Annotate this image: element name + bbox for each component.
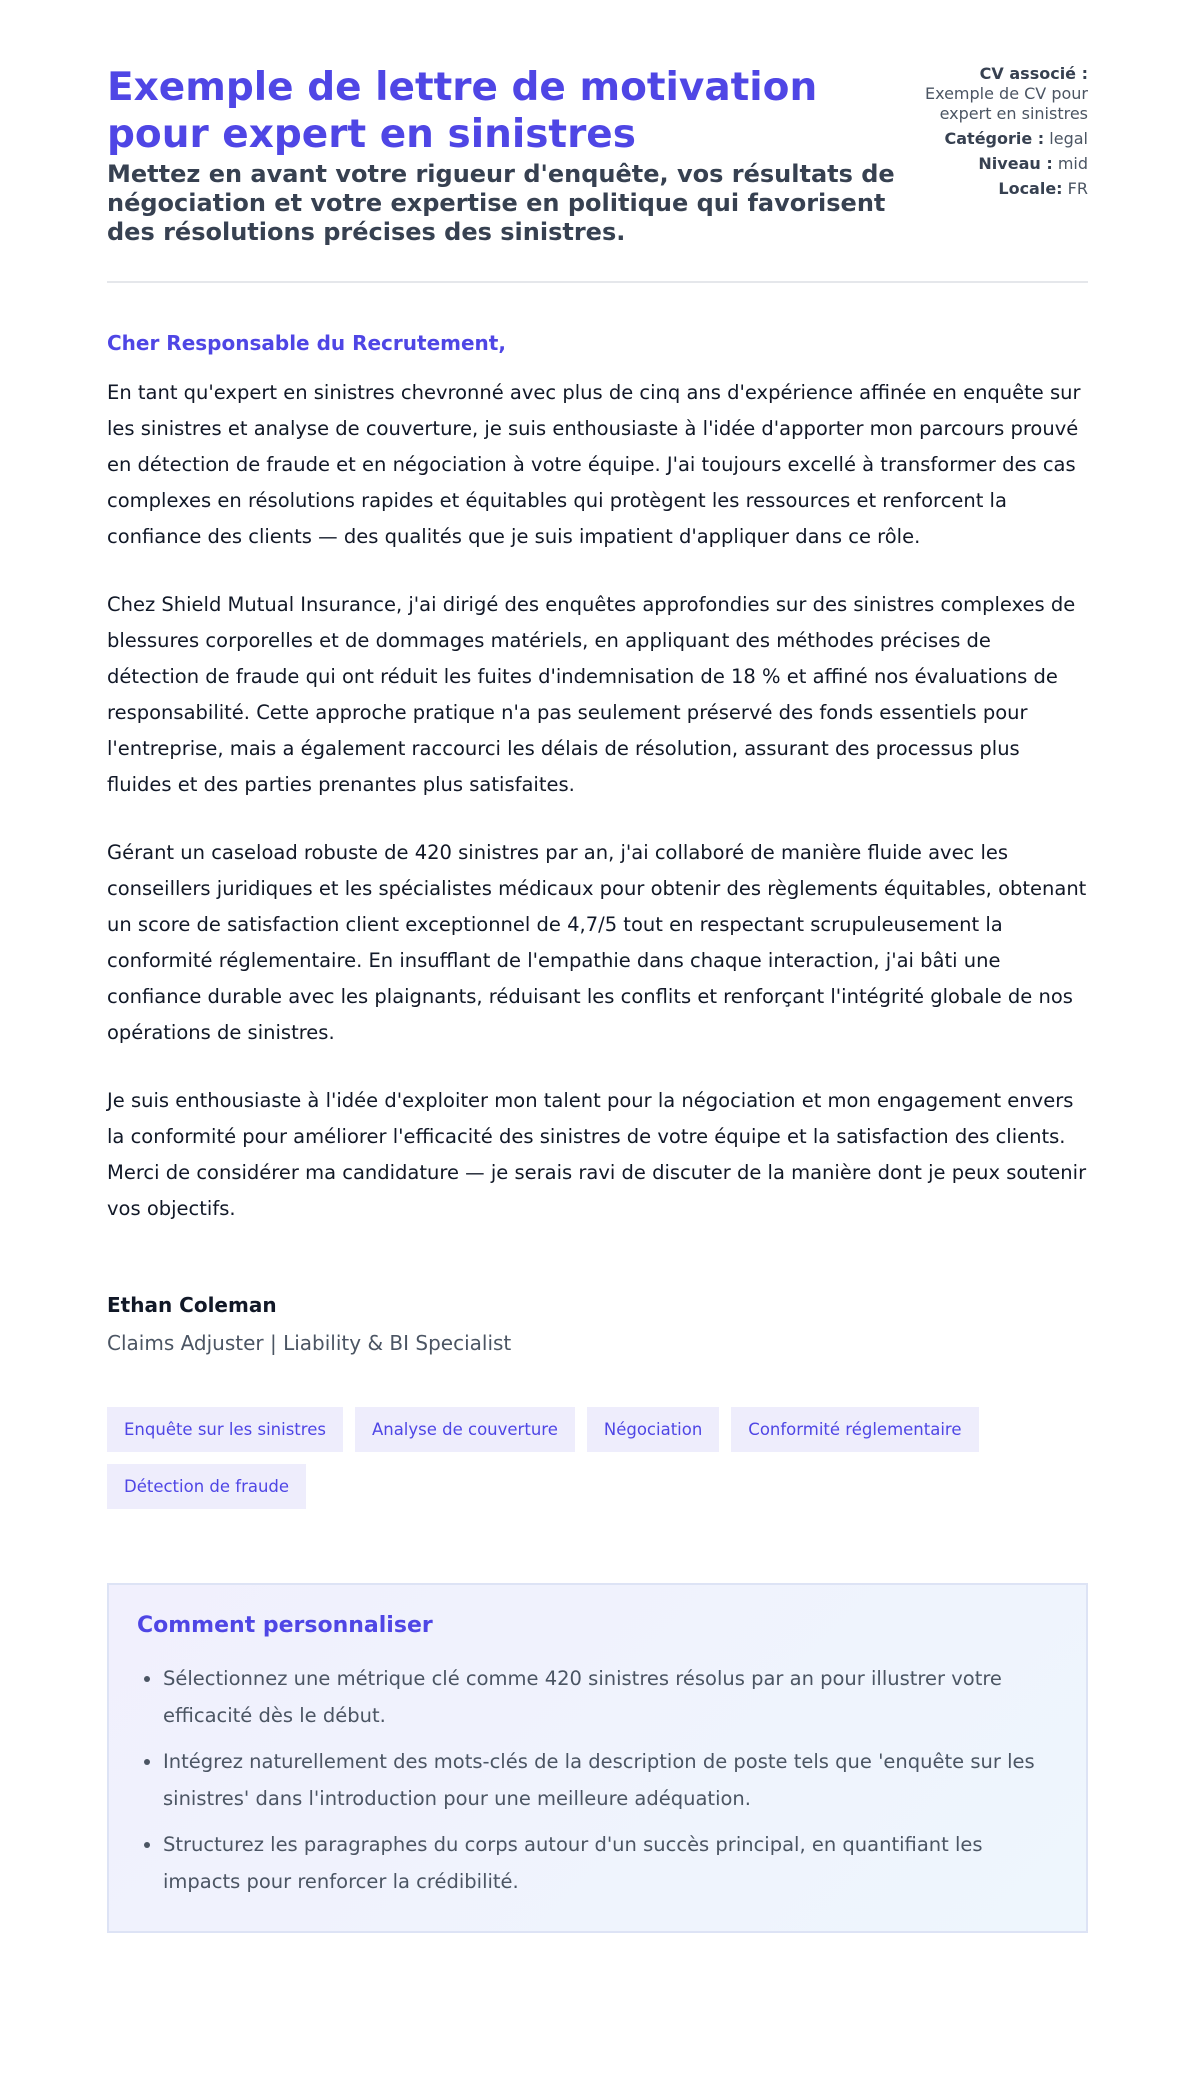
letter-body	[107, 375, 1088, 1227]
tip-item: • Intégrez naturellement des mots-clés de la description de poste tels que 'enquête sur les sinistres' dans l'introduction pour une meilleure adéquation.	[163, 1743, 1058, 1817]
cv-label: CV associé :	[979, 64, 1088, 83]
paragraph: Gérant un caseload robuste de 420 sinistres par an, j'ai collaboré de manière fluide avec les conseillers juridiques et les spécialistes médicaux pour obtenir des règlements équitables, obtenant un score de satisfaction client exceptionnel de 4,7/5 tout en respectant scrupuleusement la conformité réglementaire. En insufflant de l'empathie dans chaque interaction, j'ai bâti une confiance durable avec les plaignants, réduisant les conflits et renforçant l'intégrité globale de nos opérations de sinistres.	[107, 841, 1087, 1044]
skill-tag: Conformité réglementaire	[731, 1407, 978, 1452]
locale-label: Locale:	[998, 179, 1063, 198]
page-title: Exemple de lettre de motivation pour expert en sinistres	[107, 65, 818, 157]
level-label: Niveau :	[978, 154, 1053, 173]
skill-tag: Enquête sur les sinistres	[107, 1407, 343, 1452]
cv-link[interactable]: Exemple de CV pour expert en sinistres	[925, 84, 1088, 123]
tip-item: • Structurez les paragraphes du corps autour d'un succès principal, en quantifiant les impacts pour renforcer la crédibilité.	[163, 1826, 1058, 1900]
paragraph: En tant qu'expert en sinistres chevronné avec plus de cinq ans d'expérience affinée en enquête sur les sinistres et analyse de couverture, je suis enthousiaste à l'idée d'apporter mon parcours prouvé en détection de fraude et en négociation à votre équipe. J'ai toujours excellé à transformer des cas complexes en résolutions rapides et équitables qui protègent les ressources et renforcent la confiance des clients — des qualités que je suis impatient d'appliquer dans ce rôle.	[107, 381, 1081, 548]
customization-tips	[107, 1583, 1088, 1933]
category-label: Catégorie :	[944, 129, 1045, 148]
skill-tags	[107, 1407, 1097, 1509]
signature-title: Claims Adjuster | Liability & BI Specialist	[107, 1331, 512, 1355]
tip-item: • Sélectionnez une métrique clé comme 420 sinistres résolus par an pour illustrer votre efficacité dès le début.	[163, 1660, 1058, 1734]
page-subtitle: Mettez en avant votre rigueur d'enquête, vos résultats de négociation et votre expertise en politique qui favorisent des résolutions précises des sinistres.	[107, 160, 895, 246]
salutation: Cher Responsable du Recrutement,	[107, 331, 506, 355]
skill-tag: Négociation	[587, 1407, 719, 1452]
tips-list	[137, 1660, 1058, 1900]
tips-title: Comment personnaliser	[137, 1613, 433, 1638]
category-value: legal	[1049, 129, 1088, 148]
skill-tag: Détection de fraude	[107, 1464, 306, 1509]
paragraph: Chez Shield Mutual Insurance, j'ai dirigé des enquêtes approfondies sur des sinistres complexes de blessures corporelles et de dommages matériels, en appliquant des méthodes précises de détection de fraude qui ont réduit les fuites d'indemnisation de 18 % et affiné nos évaluations de responsabilité. Cette approche pratique n'a pas seulement préservé des fonds essentiels pour l'entreprise, mais a également raccourci les délais de résolution, assurant des processus plus fluides et des parties prenantes plus satisfaites.	[107, 593, 1076, 796]
paragraph: Je suis enthousiaste à l'idée d'exploiter mon talent pour la négociation et mon engagement envers la conformité pour améliorer l'efficacité des sinistres de votre équipe et la satisfaction des clients. Merci de considérer ma candidature — je serais ravi de discuter de la manière dont je peux soutenir vos objectifs.	[107, 1089, 1087, 1220]
meta-panel	[908, 64, 1088, 247]
skill-tag: Analyse de couverture	[355, 1407, 575, 1452]
signature-name: Ethan Coleman	[107, 1293, 277, 1317]
level-value: mid	[1057, 154, 1088, 173]
page-header	[107, 64, 1088, 283]
locale-value: FR	[1067, 179, 1088, 198]
